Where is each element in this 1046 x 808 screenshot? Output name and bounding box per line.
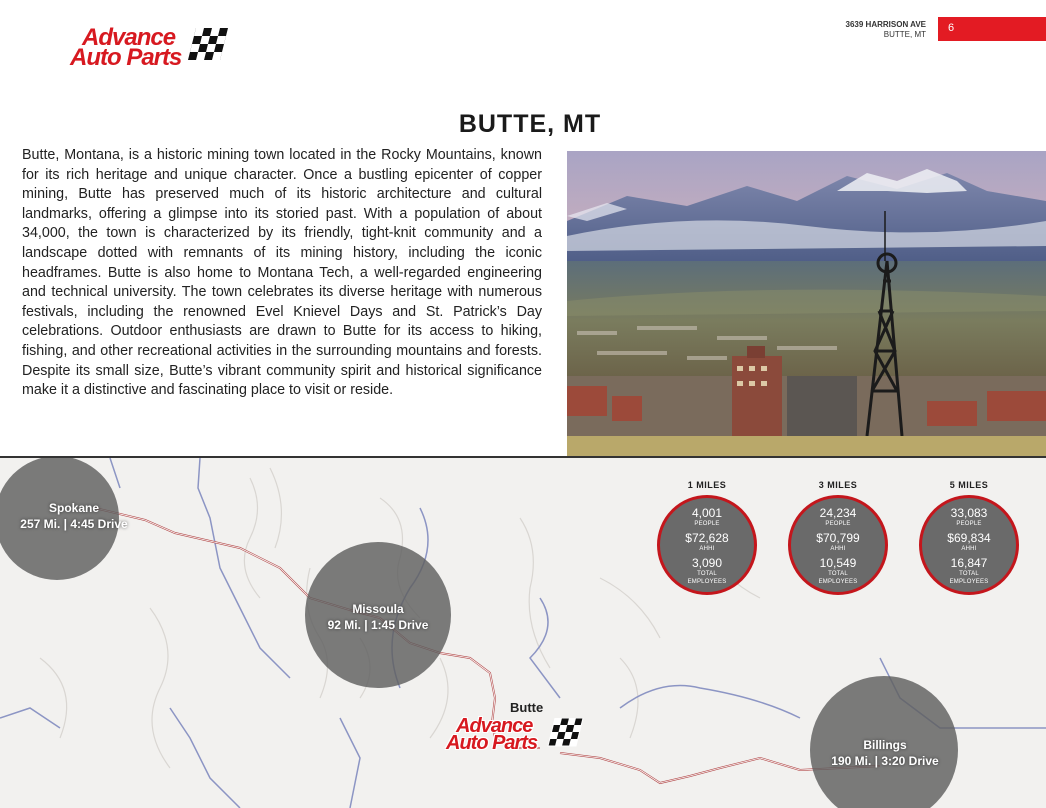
stat-5-miles <box>907 480 1031 595</box>
checkered-flag-icon <box>546 718 586 752</box>
stat-people-label: PEOPLE <box>694 521 720 527</box>
stat-1-mile <box>645 480 769 595</box>
stat-ahhi: $70,799 <box>816 531 860 545</box>
city-spokane <box>4 500 144 532</box>
stat-ahhi: $69,834 <box>947 531 991 545</box>
address-city: BUTTE, MT <box>883 30 926 39</box>
page-title: BUTTE, MT <box>458 110 602 138</box>
stat-employees-label-1: TOTAL <box>697 571 717 577</box>
stat-people-label: PEOPLE <box>825 521 851 527</box>
brand-logo-line1: Advance <box>82 24 176 51</box>
stat-radius: 3 MILES <box>818 480 858 490</box>
stat-people: 24,234 <box>819 506 857 520</box>
city-billings <box>810 737 960 769</box>
city-name: Spokane <box>48 501 99 515</box>
stat-3-miles <box>776 480 900 595</box>
city-missoula <box>308 601 448 633</box>
stat-circle <box>788 495 888 595</box>
stat-employees: 3,090 <box>691 556 723 570</box>
stat-employees: 10,549 <box>819 556 857 570</box>
page-number: 6 <box>948 22 955 34</box>
city-distance: 92 Mi. | 1:45 Drive <box>327 618 429 632</box>
stat-ahhi: $72,628 <box>685 531 729 545</box>
map-logo-line2: Auto Parts <box>446 732 538 754</box>
stat-employees-label-1: TOTAL <box>959 571 979 577</box>
stat-ahhi-label: AHHI <box>699 546 715 552</box>
stat-ahhi-label: AHHI <box>830 546 846 552</box>
city-name: Missoula <box>352 602 404 616</box>
stat-circle <box>657 495 757 595</box>
map-store-logo <box>444 716 586 756</box>
stat-employees-label-1: TOTAL <box>828 571 848 577</box>
property-address <box>846 20 926 40</box>
stat-employees-label-2: EMPLOYEES <box>949 579 989 585</box>
stat-employees-label-2: EMPLOYEES <box>818 579 858 585</box>
city-name: Billings <box>863 738 907 752</box>
stat-people-label: PEOPLE <box>956 521 982 527</box>
city-distance: 190 Mi. | 3:20 Drive <box>831 754 939 768</box>
city-distance: 257 Mi. | 4:45 Drive <box>20 517 128 531</box>
stat-employees: 16,847 <box>950 556 988 570</box>
brand-logo-line2: Auto Parts <box>70 44 182 71</box>
page-number-tab <box>938 17 1046 41</box>
brand-logo <box>68 26 234 70</box>
stat-people: 4,001 <box>691 506 723 520</box>
stat-radius: 5 MILES <box>949 480 989 490</box>
address-street: 3639 HARRISON AVE <box>845 20 926 29</box>
stat-radius: 1 MILES <box>687 480 727 490</box>
stat-employees-label-2: EMPLOYEES <box>687 579 727 585</box>
stat-ahhi-label: AHHI <box>961 546 977 552</box>
stat-people: 33,083 <box>950 506 988 520</box>
map-center-label: Butte <box>510 700 544 715</box>
stat-circle <box>919 495 1019 595</box>
checkered-flag-icon <box>186 28 230 66</box>
butte-city-photo <box>567 151 1046 456</box>
map-logo-line1: Advance <box>456 715 533 737</box>
city-description: Butte, Montana, is a historic mining town located in the Rocky Mountains, known for its rich heritage and unique character. Once a bustling epicenter of copper mining, Butte has preserved much of its historic architecture and cultural landmarks, offering a glimpse into its storied past. With a population of about 34,000, the town is characterized by its friendly, tight-knit community and a landscape dotted with remnants of its mining history, including the iconic headframes. Butte is also home to Montana Tech, a well-regarded engineering and technical university. The town celebrates its diverse heritage with numerous festivals, including the renowned Evel Knievel Days and St. Patrick’s Day celebrations. Outdoor enthusiasts are drawn to Butte for its access to hiking, fishing, and other recreational activities in the surrounding mountains and forests. Despite its small size, Butte’s vibrant community spirit and historical significance make it a distinctive and fascinating place to visit or reside. <box>22 147 542 399</box>
